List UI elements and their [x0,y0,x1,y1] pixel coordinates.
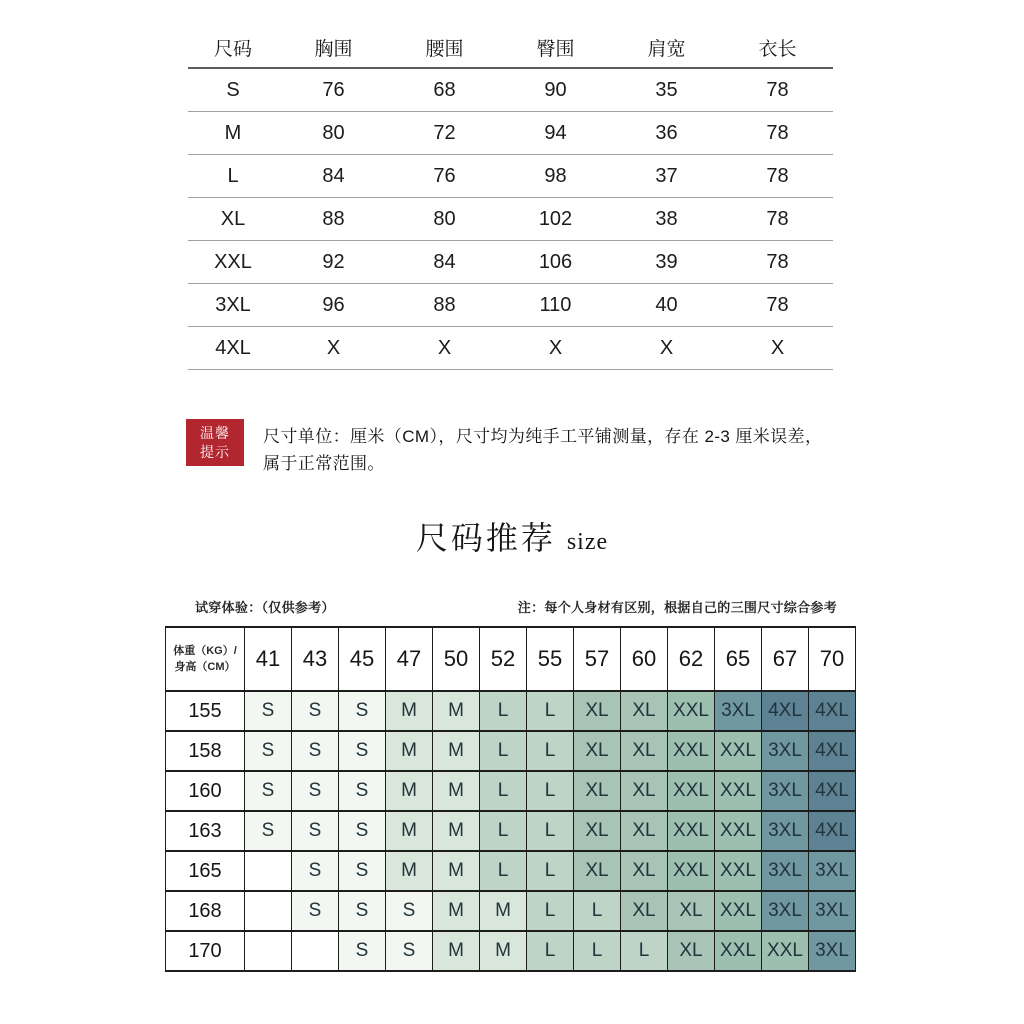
matrix-weight-cell: 60 [621,627,668,691]
size-chart-value-cell: 78 [722,155,833,198]
matrix-size-cell: XL [574,771,621,811]
size-chart-value-cell: 78 [722,112,833,155]
size-chart-size-cell: 3XL [188,284,278,327]
matrix-size-cell: S [339,811,386,851]
matrix-size-cell: 3XL [715,691,762,731]
matrix-size-cell: L [527,691,574,731]
size-chart-value-cell: X [722,327,833,370]
matrix-size-cell: 3XL [762,771,809,811]
matrix-size-cell: M [433,891,480,931]
matrix-size-cell: XXL [668,851,715,891]
matrix-size-cell [245,851,292,891]
matrix-weight-cell: 47 [386,627,433,691]
size-chart-value-cell: 102 [500,198,611,241]
size-chart-value-cell: X [500,327,611,370]
matrix-row [166,851,856,891]
matrix-height-cell: 155 [166,691,245,731]
matrix-size-cell: 3XL [762,851,809,891]
fit-note: 试穿体验：（仅供参考） [195,600,335,615]
matrix-size-cell: 3XL [762,891,809,931]
matrix-size-cell: L [527,771,574,811]
matrix-size-cell: S [339,931,386,971]
size-chart-header-cell: 胸围 [278,27,389,68]
matrix-size-cell: XL [574,691,621,731]
size-chart-size-cell: XXL [188,241,278,284]
size-chart-size-cell: S [188,68,278,112]
matrix-size-cell: 3XL [762,811,809,851]
size-chart-value-cell: 76 [389,155,500,198]
matrix-weight-cell: 65 [715,627,762,691]
matrix-size-cell: S [292,771,339,811]
size-chart-value-cell: X [389,327,500,370]
matrix-size-cell: M [433,811,480,851]
matrix-weight-cell: 55 [527,627,574,691]
matrix-size-cell: L [574,891,621,931]
matrix-size-cell: M [433,731,480,771]
matrix-size-cell: M [433,931,480,971]
size-chart-value-cell: 84 [278,155,389,198]
matrix-size-cell: L [527,931,574,971]
matrix-size-cell: S [292,811,339,851]
matrix-size-cell: S [292,851,339,891]
matrix-size-cell: S [245,731,292,771]
size-chart-row [188,241,833,284]
matrix-weight-cell: 50 [433,627,480,691]
size-chart-value-cell: 76 [278,68,389,112]
matrix-corner-line1: 体重（KG）/ [173,645,237,657]
matrix-weight-cell: 52 [480,627,527,691]
matrix-size-cell: M [386,771,433,811]
matrix-size-cell: XXL [715,731,762,771]
size-chart-header-cell: 腰围 [389,27,500,68]
size-chart-size-cell: 4XL [188,327,278,370]
size-chart-value-cell: 35 [611,68,722,112]
matrix-size-cell: S [339,851,386,891]
section-title-en: size [566,529,609,555]
matrix-size-cell: S [339,771,386,811]
size-chart-value-cell: 110 [500,284,611,327]
matrix-size-cell [245,891,292,931]
matrix-size-cell [245,931,292,971]
size-chart-row [188,198,833,241]
matrix-height-cell: 170 [166,931,245,971]
matrix-size-cell: S [339,691,386,731]
matrix-size-cell: M [386,811,433,851]
matrix-size-cell: M [386,691,433,731]
size-chart-value-cell: 84 [389,241,500,284]
size-chart-value-cell: 92 [278,241,389,284]
size-chart-value-cell: 80 [389,198,500,241]
matrix-height-cell: 163 [166,811,245,851]
matrix-size-cell: M [386,731,433,771]
matrix-row [166,811,856,851]
matrix-height-cell: 158 [166,731,245,771]
size-chart-row [188,112,833,155]
matrix-size-cell: L [480,771,527,811]
tip-text [263,423,841,477]
matrix-size-cell: XXL [668,731,715,771]
size-chart-value-cell: 78 [722,68,833,112]
matrix-size-cell: M [433,771,480,811]
size-chart-value-cell: 78 [722,198,833,241]
matrix-header-row [166,627,856,691]
matrix-row [166,931,856,971]
size-chart-value-cell: 36 [611,112,722,155]
matrix-weight-cell: 70 [809,627,856,691]
matrix-row [166,731,856,771]
matrix-size-cell: S [245,691,292,731]
matrix-weight-cell: 45 [339,627,386,691]
matrix-row [166,691,856,731]
matrix-size-cell: M [386,851,433,891]
matrix-size-cell: L [480,811,527,851]
matrix-row [166,771,856,811]
matrix-size-cell: XL [668,931,715,971]
matrix-size-cell: XXL [668,771,715,811]
matrix-weight-cell: 62 [668,627,715,691]
matrix-weight-cell: 41 [245,627,292,691]
matrix-size-cell: XL [621,691,668,731]
matrix-size-cell: 4XL [809,771,856,811]
matrix-height-cell: 165 [166,851,245,891]
matrix-size-cell: L [480,731,527,771]
size-chart-header-cell: 肩宽 [611,27,722,68]
matrix-size-cell: L [574,931,621,971]
matrix-size-cell: L [480,851,527,891]
size-chart-row [188,155,833,198]
matrix-size-cell: XL [621,851,668,891]
section-title-zh: 尺码推荐 [415,520,556,556]
size-chart-size-cell: XL [188,198,278,241]
matrix-size-cell: S [245,771,292,811]
matrix-size-cell: L [527,811,574,851]
matrix-size-cell: XXL [668,691,715,731]
size-chart-value-cell: 72 [389,112,500,155]
matrix-size-cell: 4XL [809,731,856,771]
matrix-size-cell: 3XL [809,931,856,971]
matrix-size-cell: XXL [715,811,762,851]
matrix-weight-cell: 67 [762,627,809,691]
matrix-size-cell: L [480,691,527,731]
matrix-height-cell: 160 [166,771,245,811]
size-chart-header-cell: 衣长 [722,27,833,68]
tip-badge-line1: 温馨 [200,424,230,441]
size-chart-value-cell: 80 [278,112,389,155]
size-chart-value-cell: 88 [389,284,500,327]
size-chart-size-cell: M [188,112,278,155]
tip-badge-line2: 提示 [200,443,230,460]
tip-block [186,419,841,477]
matrix-size-cell: XL [621,891,668,931]
section-title [0,513,1024,559]
reference-row [165,597,841,616]
matrix-size-cell: 3XL [809,891,856,931]
matrix-row [166,891,856,931]
size-chart-row [188,68,833,112]
size-chart-size-cell: L [188,155,278,198]
tip-badge [186,419,244,466]
matrix-size-cell: S [386,891,433,931]
matrix-size-cell: L [527,891,574,931]
matrix-size-cell: XL [574,811,621,851]
size-chart-value-cell: 96 [278,284,389,327]
matrix-size-cell: XL [668,891,715,931]
matrix-size-cell: XL [621,731,668,771]
matrix-size-cell: S [386,931,433,971]
matrix-size-cell: S [292,731,339,771]
matrix-size-cell: XXL [715,771,762,811]
size-chart-value-cell: 78 [722,241,833,284]
size-chart-header-cell: 臀围 [500,27,611,68]
matrix-size-cell: M [433,691,480,731]
matrix-size-cell: XL [574,731,621,771]
size-chart-header-row [188,27,833,68]
matrix-size-cell: XXL [715,931,762,971]
size-chart-table [188,27,833,370]
matrix-size-cell: 3XL [762,731,809,771]
matrix-size-cell: 4XL [809,691,856,731]
matrix-size-cell: L [621,931,668,971]
matrix-size-cell: XL [621,771,668,811]
matrix-size-cell [292,931,339,971]
matrix-size-cell: M [480,931,527,971]
matrix-size-cell: S [292,891,339,931]
size-chart-value-cell: 106 [500,241,611,284]
matrix-height-cell: 168 [166,891,245,931]
matrix-size-cell: S [339,731,386,771]
matrix-size-cell: 4XL [762,691,809,731]
tip-text-line2: 属于正常范围。 [263,454,385,473]
size-chart-value-cell: 94 [500,112,611,155]
size-chart-value-cell: 78 [722,284,833,327]
tip-text-line1: 尺寸单位：厘米（CM），尺寸均为纯手工平铺测量，存在 2-3 厘米误差， [263,427,823,446]
size-chart-header-cell: 尺码 [188,27,278,68]
size-chart-value-cell: 68 [389,68,500,112]
matrix-size-cell: S [245,811,292,851]
matrix-weight-cell: 57 [574,627,621,691]
matrix-corner-cell [166,627,245,691]
matrix-size-cell: 4XL [809,811,856,851]
matrix-size-cell: 3XL [809,851,856,891]
size-chart-value-cell: X [278,327,389,370]
size-chart-value-cell: 98 [500,155,611,198]
size-chart-value-cell: X [611,327,722,370]
matrix-size-cell: XL [621,811,668,851]
matrix-size-cell: XL [574,851,621,891]
matrix-size-cell: XXL [762,931,809,971]
matrix-size-cell: S [292,691,339,731]
size-chart-value-cell: 90 [500,68,611,112]
size-chart-value-cell: 40 [611,284,722,327]
size-matrix-table [165,626,856,972]
matrix-size-cell: M [480,891,527,931]
size-chart-value-cell: 39 [611,241,722,284]
matrix-size-cell: S [339,891,386,931]
matrix-size-cell: L [527,851,574,891]
size-chart-row [188,284,833,327]
matrix-size-cell: XXL [715,891,762,931]
matrix-size-cell: XXL [668,811,715,851]
size-chart-value-cell: 37 [611,155,722,198]
matrix-size-cell: L [527,731,574,771]
matrix-corner-line2: 身高（CM） [174,661,236,673]
matrix-weight-cell: 43 [292,627,339,691]
size-note: 注：每个人身材有区别，根据自己的三围尺寸综合参考 [517,600,837,615]
size-chart-value-cell: 38 [611,198,722,241]
matrix-size-cell: XXL [715,851,762,891]
matrix-size-cell: M [433,851,480,891]
size-chart-value-cell: 88 [278,198,389,241]
size-chart-row [188,327,833,370]
